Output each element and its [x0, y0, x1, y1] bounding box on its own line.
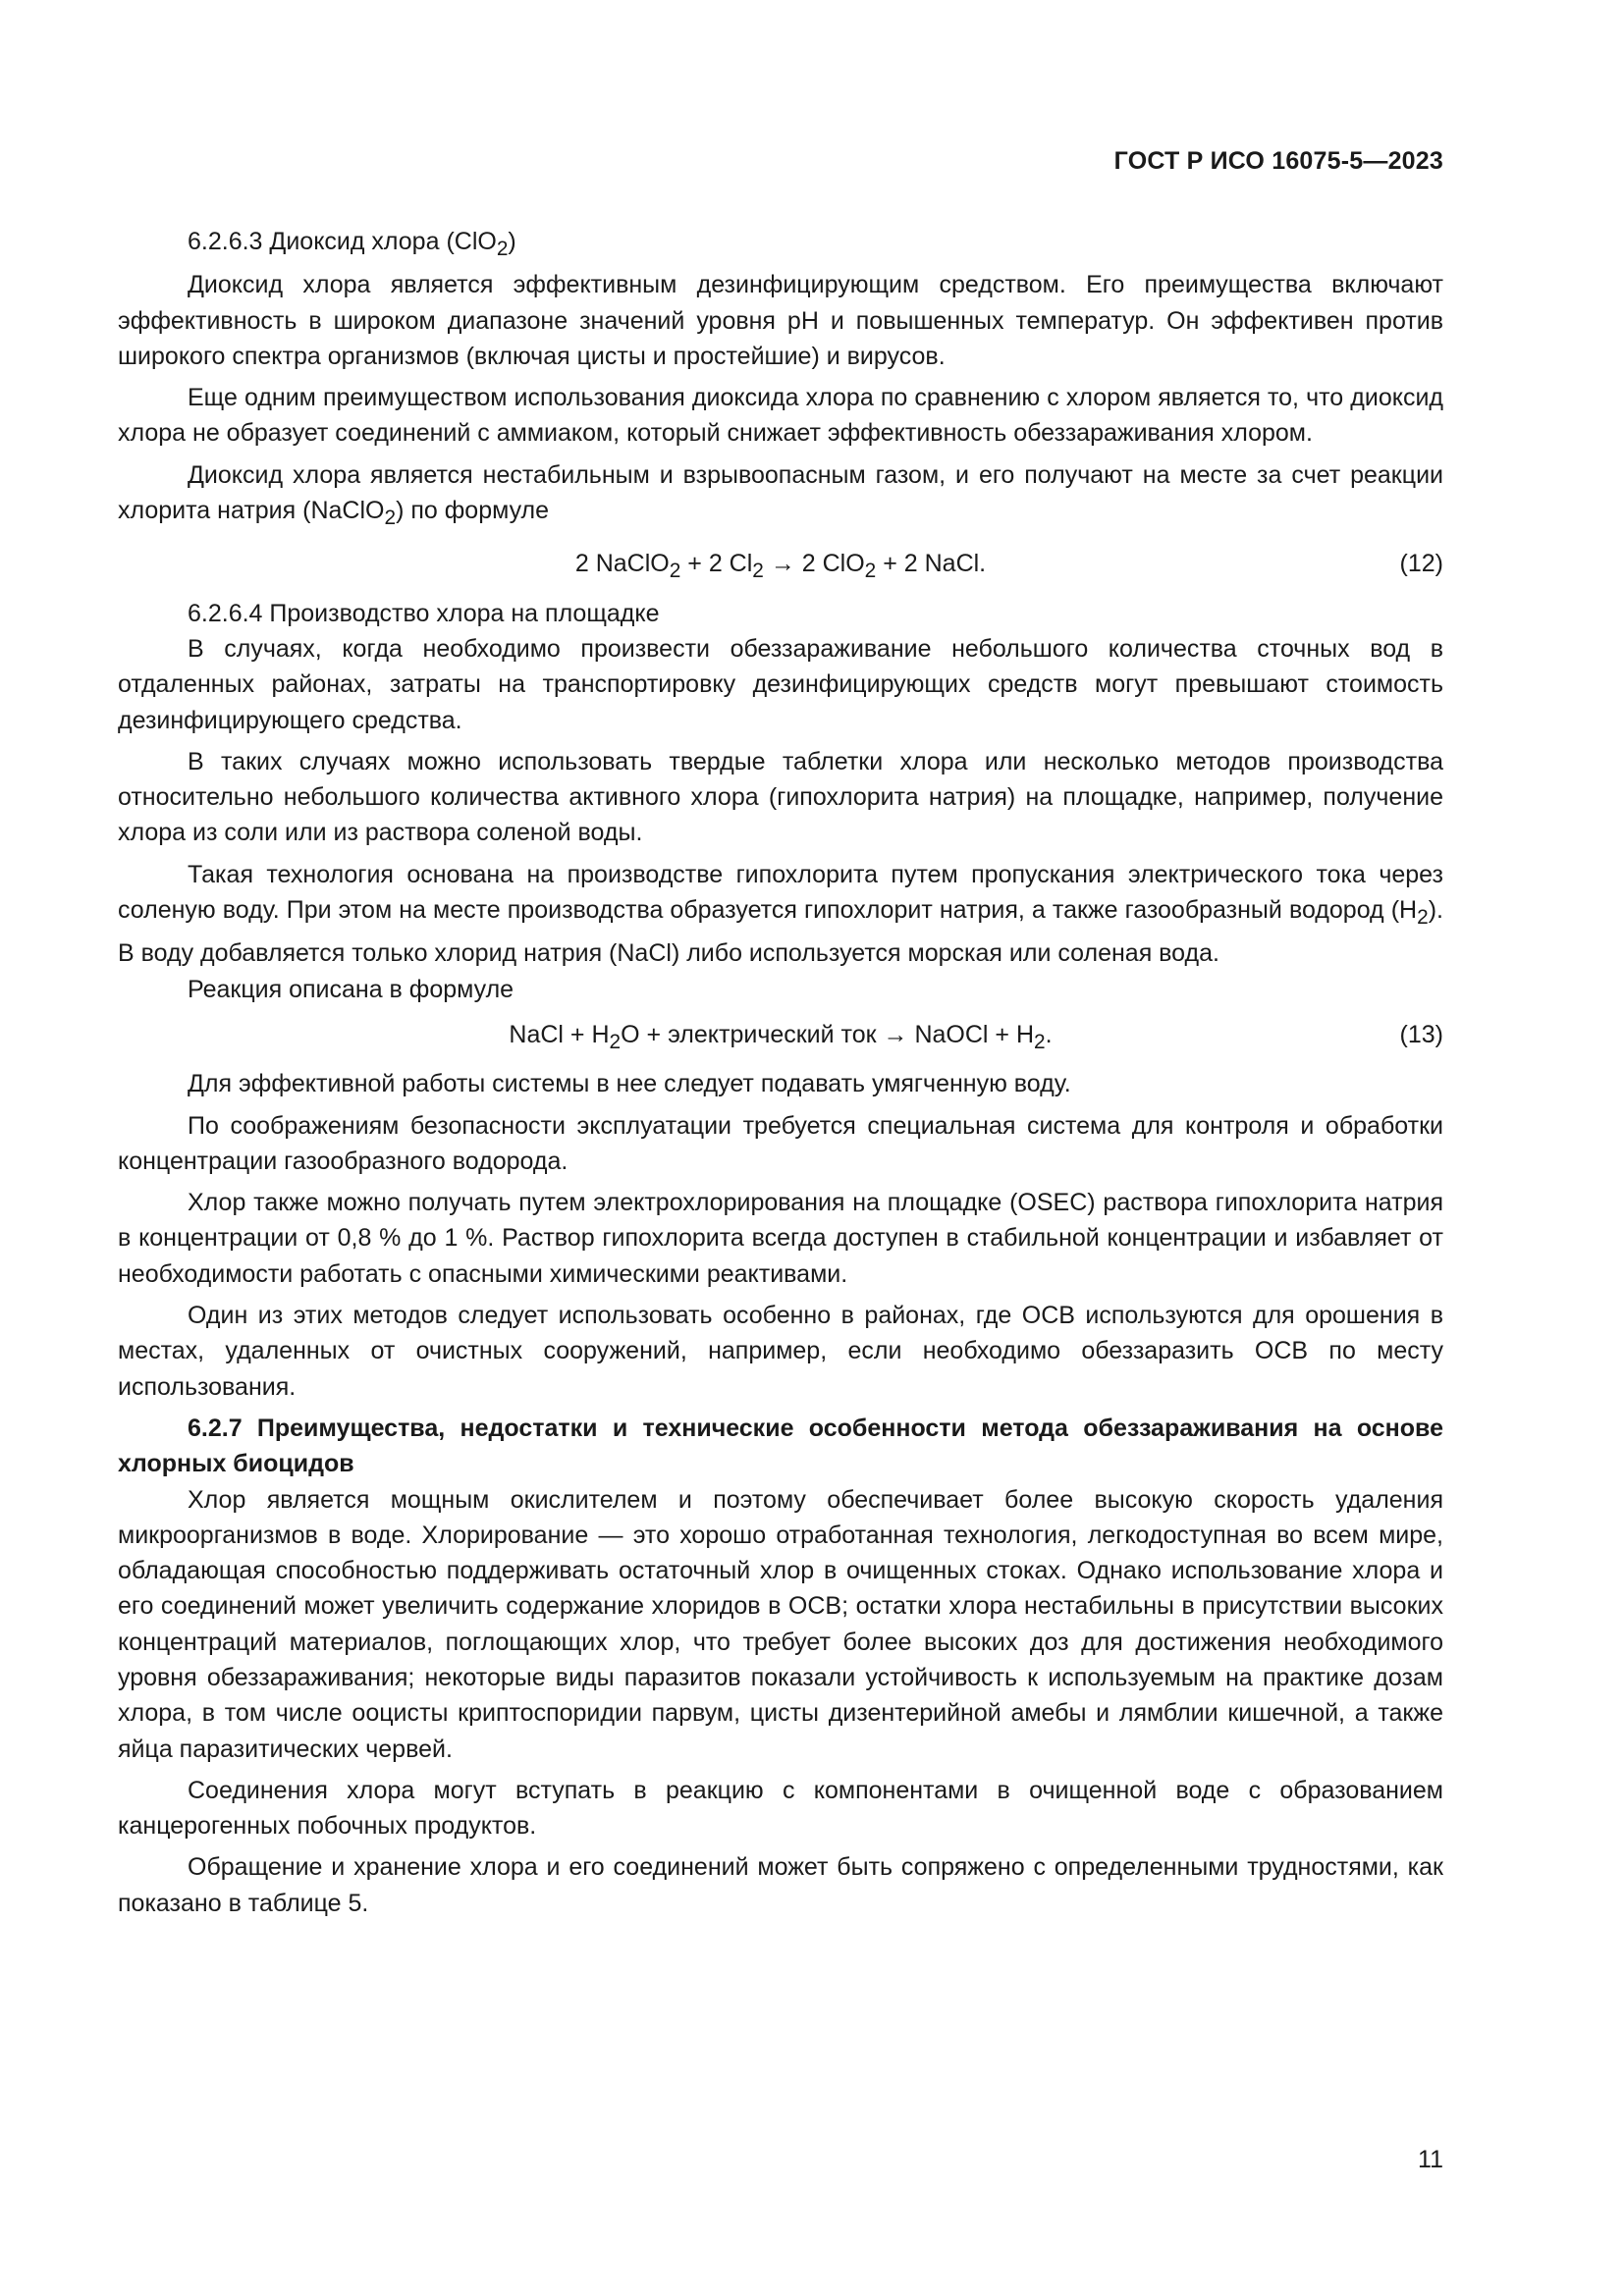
- formula-13-number: (13): [1399, 1020, 1443, 1048]
- formula-12: [118, 546, 1443, 581]
- paragraph: По соображениям безопасности эксплуатации требуется специальная система для контроля и обработки концентрации газообразного водорода.: [118, 1111, 1443, 1175]
- formula-13-equation: NaCl + $H_2O$ + электрический ток → NaOCl + $H_2$.: [509, 1020, 1053, 1053]
- paragraph: Такая технология основана на производстве гипохлорита путем пропускания электрического тока через соленую воду. При этом на месте производства образуется гипохлорит натрия, а также газообразный водород $(H_2)$. В воду добавляется только хлорид натрия (NaCl) либо используется морская или соленая вода.: [118, 860, 1443, 968]
- formula-12-number: (12): [1399, 550, 1443, 578]
- paragraph: В случаях, когда необходимо произвести обеззараживание небольшого количества сточных вод в отдаленных районах, затраты на транспортировку дезинфицирующих средств могут превышают стоимость дезинфицирующего средства.: [118, 634, 1443, 734]
- paragraph: Еще одним преимуществом использования диоксида хлора по сравнению с хлором является то, что диоксид хлора не образует соединений с аммиаком, который снижает эффективность обеззараживания хлором.: [118, 384, 1443, 448]
- section-627-title: 6.2.7 Преимущества, недостатки и технические особенности метода обеззараживания на основе хлорных биоцидов: [118, 1414, 1443, 1478]
- paragraph: Один из этих методов следует использовать особенно в районах, где ОСВ используются для орошения в местах, удаленных от очистных сооружений, например, если необходимо обеззаразить ОСВ по месту использования.: [118, 1302, 1443, 1401]
- paragraph: Реакция описана в формуле: [188, 975, 514, 1003]
- section-6264-title: 6.2.6.4 Производство хлора на площадке: [188, 599, 660, 627]
- paragraph: Диоксид хлора является эффективным дезинфицирующим средством. Его преимущества включают эффективность в широком диапазоне значений уровня pH и повышенных температур. Он эффективен против широкого спектра организмов (включая цисты и простейшие) и вирусов.: [118, 271, 1443, 370]
- document-body: [118, 224, 1443, 1921]
- paragraph: Хлор является мощным окислителем и поэтому обеспечивает более высокую скорость удаления микроорганизмов в воде. Хлорирование — это хорошо отработанная технология, легкодоступная во всем мире, обладающая способностью поддерживать остаточный хлор в очищенных стоках. Однако использование хлора и его соединений может увеличить содержание хлоридов в ОСВ; остатки хлора нестабильны в присутствии высоких концентраций материалов, поглощающих хлор, что требует более высоких доз для достижения необходимого уровня обеззараживания; некоторые виды паразитов показали устойчивость к используемым на практике дозам хлора, в том числе ооцисты криптоспоридии парвум, цисты дизентерийной амебы и лямблии кишечной, а также яйца паразитических червей.: [118, 1485, 1443, 1763]
- page-number: 11: [1418, 2146, 1443, 2173]
- paragraph: Соединения хлора могут вступать в реакцию с компонентами в очищенной воде с образованием канцерогенных побочных продуктов.: [118, 1776, 1443, 1841]
- paragraph: Диоксид хлора является нестабильным и взрывоопасным газом, и его получают на месте за счет реакции хлорита натрия (NaClO$_2$) по формуле: [118, 460, 1443, 530]
- formula-13: [118, 1017, 1443, 1052]
- section-6263-title: 6.2.6.3 Диоксид хлора (ClO$_2$): [188, 228, 516, 260]
- paragraph: Для эффективной работы системы в нее следует подавать умягченную воду.: [188, 1070, 1071, 1098]
- paragraph: Обращение и хранение хлора и его соединений может быть сопряжено с определенными трудностями, как показано в таблице 5.: [118, 1853, 1443, 1917]
- document-code: ГОСТ Р ИСО 16075-5—2023: [1113, 147, 1443, 175]
- formula-12-equation: 2 NaClO$_2$ + 2 $Cl_2 \to 2$ ClO$_2$ + 2 NaCl.: [574, 550, 987, 583]
- paragraph: В таких случаях можно использовать твердые таблетки хлора или несколько методов производства относительно небольшого количества активного хлора (гипохлорита натрия) на площадке, например, получение хлора из соли или из раствора соленой воды.: [118, 747, 1443, 847]
- paragraph: Хлор также можно получать путем электрохлорирования на площадке (OSEC) раствора гипохлорита натрия в концентрации от 0,8 % до 1 %. Раствор гипохлорита всегда доступен в стабильной концентрации и избавляет от необходимости работать с опасными химическими реактивами.: [118, 1189, 1443, 1288]
